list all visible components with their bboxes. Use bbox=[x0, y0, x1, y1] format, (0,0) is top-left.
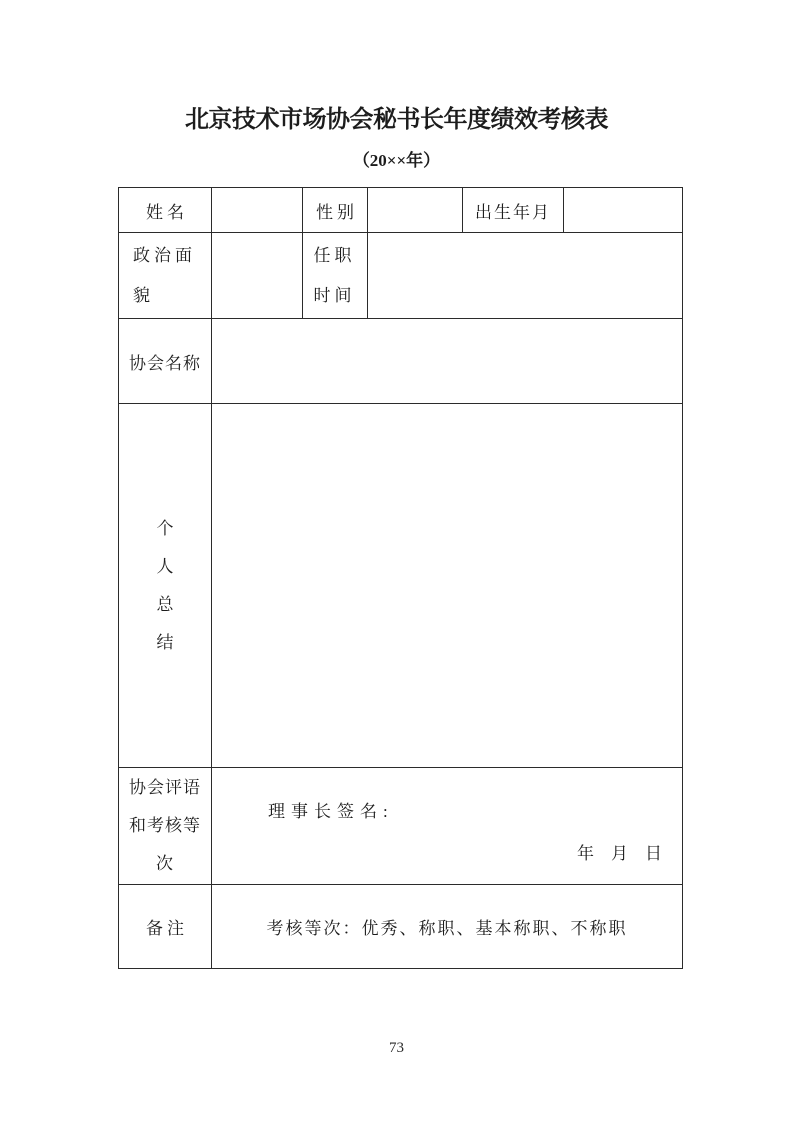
association-name-value-cell bbox=[212, 319, 683, 404]
remarks-content-cell bbox=[212, 885, 683, 969]
political-status-value-cell bbox=[212, 233, 303, 319]
gender-label: 性别 bbox=[316, 202, 358, 222]
row-basic-info bbox=[119, 188, 683, 233]
birthdate-value-cell bbox=[564, 188, 683, 233]
page-number: 73 bbox=[389, 1040, 404, 1056]
association-name-label: 协会名称 bbox=[129, 353, 201, 373]
remarks-label-cell bbox=[119, 885, 212, 969]
review-grade-label-cell bbox=[119, 768, 212, 885]
row-personal-summary bbox=[119, 404, 683, 768]
chairman-signature-label: 理事长签名: bbox=[268, 802, 394, 821]
date-placeholder-line: 年 月 日 bbox=[577, 844, 662, 863]
birthdate-label: 出生年月 bbox=[475, 202, 551, 222]
name-value-cell bbox=[212, 188, 303, 233]
gender-label-cell bbox=[303, 188, 368, 233]
gender-value-cell bbox=[368, 188, 463, 233]
association-name-label-cell bbox=[119, 319, 212, 404]
personal-summary-label-cell bbox=[119, 404, 212, 768]
name-label: 姓名 bbox=[146, 202, 188, 222]
tenure-value-cell bbox=[368, 233, 683, 319]
evaluation-form-table bbox=[118, 187, 683, 969]
tenure-label: 任职时间 bbox=[313, 245, 356, 305]
review-grade-content-cell bbox=[212, 768, 683, 885]
page-title: 北京技术市场协会秘书长年度绩效考核表 bbox=[185, 107, 608, 133]
row-review-grade bbox=[119, 768, 683, 885]
tenure-label-cell bbox=[303, 233, 368, 319]
remarks-label: 备注 bbox=[146, 919, 188, 938]
personal-summary-label: 个人总结 bbox=[156, 518, 174, 652]
remarks-content-text: 考核等次：优秀、称职、基本称职、不称职 bbox=[266, 919, 628, 938]
political-status-label: 政治面貌 bbox=[133, 245, 196, 305]
birthdate-label-cell bbox=[463, 188, 564, 233]
page-subtitle: （20××年） bbox=[352, 151, 441, 170]
row-association-name bbox=[119, 319, 683, 404]
name-label-cell bbox=[119, 188, 212, 233]
personal-summary-content-cell bbox=[212, 404, 683, 768]
row-remarks bbox=[119, 885, 683, 969]
political-status-label-cell bbox=[119, 233, 212, 319]
row-political-tenure bbox=[119, 233, 683, 319]
review-grade-label: 协会评语和考核等次 bbox=[129, 778, 201, 873]
